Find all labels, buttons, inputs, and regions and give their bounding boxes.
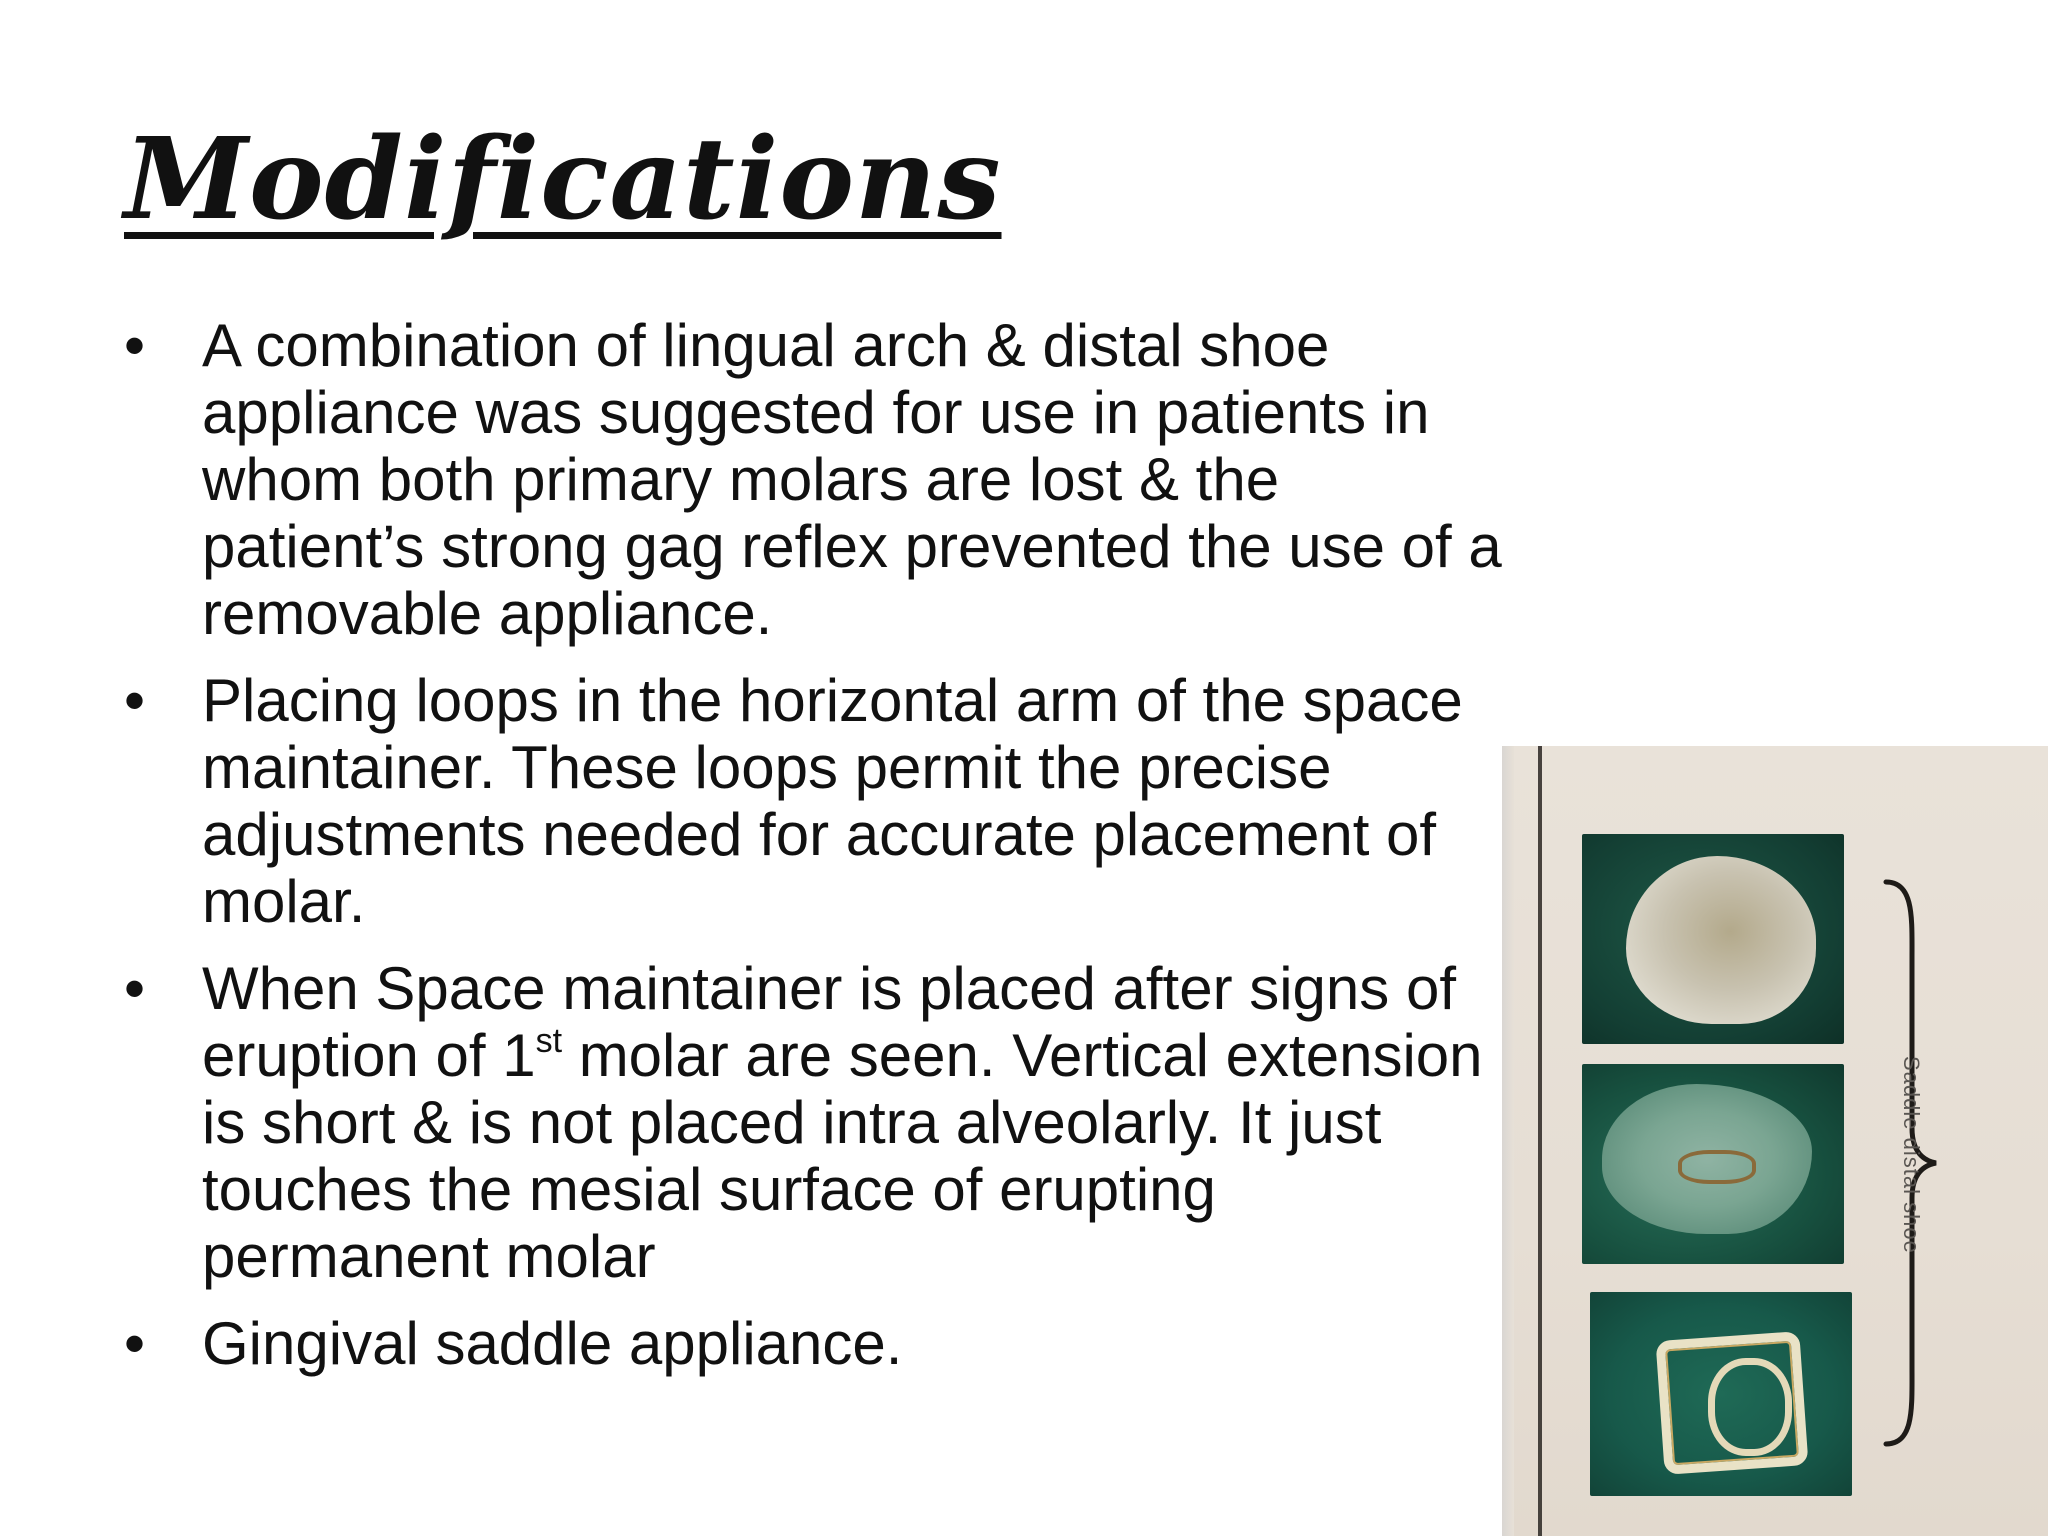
- photo-panel-appliance: [1590, 1292, 1852, 1496]
- bullet-item: [124, 312, 1514, 647]
- slide-title: [124, 114, 1002, 245]
- dental-cast-image: [1626, 856, 1816, 1024]
- bullet-marker: •: [124, 312, 146, 379]
- bullet-text: A combination of lingual arch & distal shoe appliance was suggested for use in patients in whom both primary molars are lost & the patient’s strong gag reflex prevented the use of a removable appliance.: [202, 312, 1502, 647]
- slide-title-text: Modifications: [124, 114, 1002, 245]
- appliance-wire-image: [1678, 1150, 1756, 1184]
- figure-caption: Saddle distal shoe: [1899, 1056, 1924, 1254]
- bullet-text: Placing loops in the horizontal arm of the space maintainer. These loops permit the precise adjustments needed for accurate placement of molar.: [202, 667, 1463, 935]
- bullet-item: [124, 1310, 1514, 1377]
- bullet-marker: •: [124, 955, 146, 1022]
- bullet-item: [124, 667, 1514, 935]
- ordinal-superscript: st: [535, 1022, 563, 1060]
- appliance-loop-image: [1708, 1358, 1792, 1456]
- bullet-text-part: When Space maintainer is placed after signs of eruption of 1: [202, 955, 1456, 1089]
- bullet-item: [124, 955, 1514, 1290]
- bullet-text: Gingival saddle appliance.: [202, 1310, 903, 1377]
- page-edge: [1502, 746, 1514, 1536]
- bullet-marker: •: [124, 667, 146, 734]
- photo-panel-appliance-on-cast: [1582, 1064, 1844, 1264]
- photo-panel-cast: [1582, 834, 1844, 1044]
- appliance-photo: [1502, 746, 2048, 1536]
- page-rule-line: [1538, 746, 1542, 1536]
- bullet-list: [124, 312, 1514, 1397]
- bullet-marker: •: [124, 1310, 146, 1377]
- bullet-text: [202, 955, 1514, 1290]
- bullet-text-part: molar are seen. Vertical extension is short & is not placed intra alveolarly. It just touches the mesial surface of erupting permanent molar: [202, 1022, 1483, 1290]
